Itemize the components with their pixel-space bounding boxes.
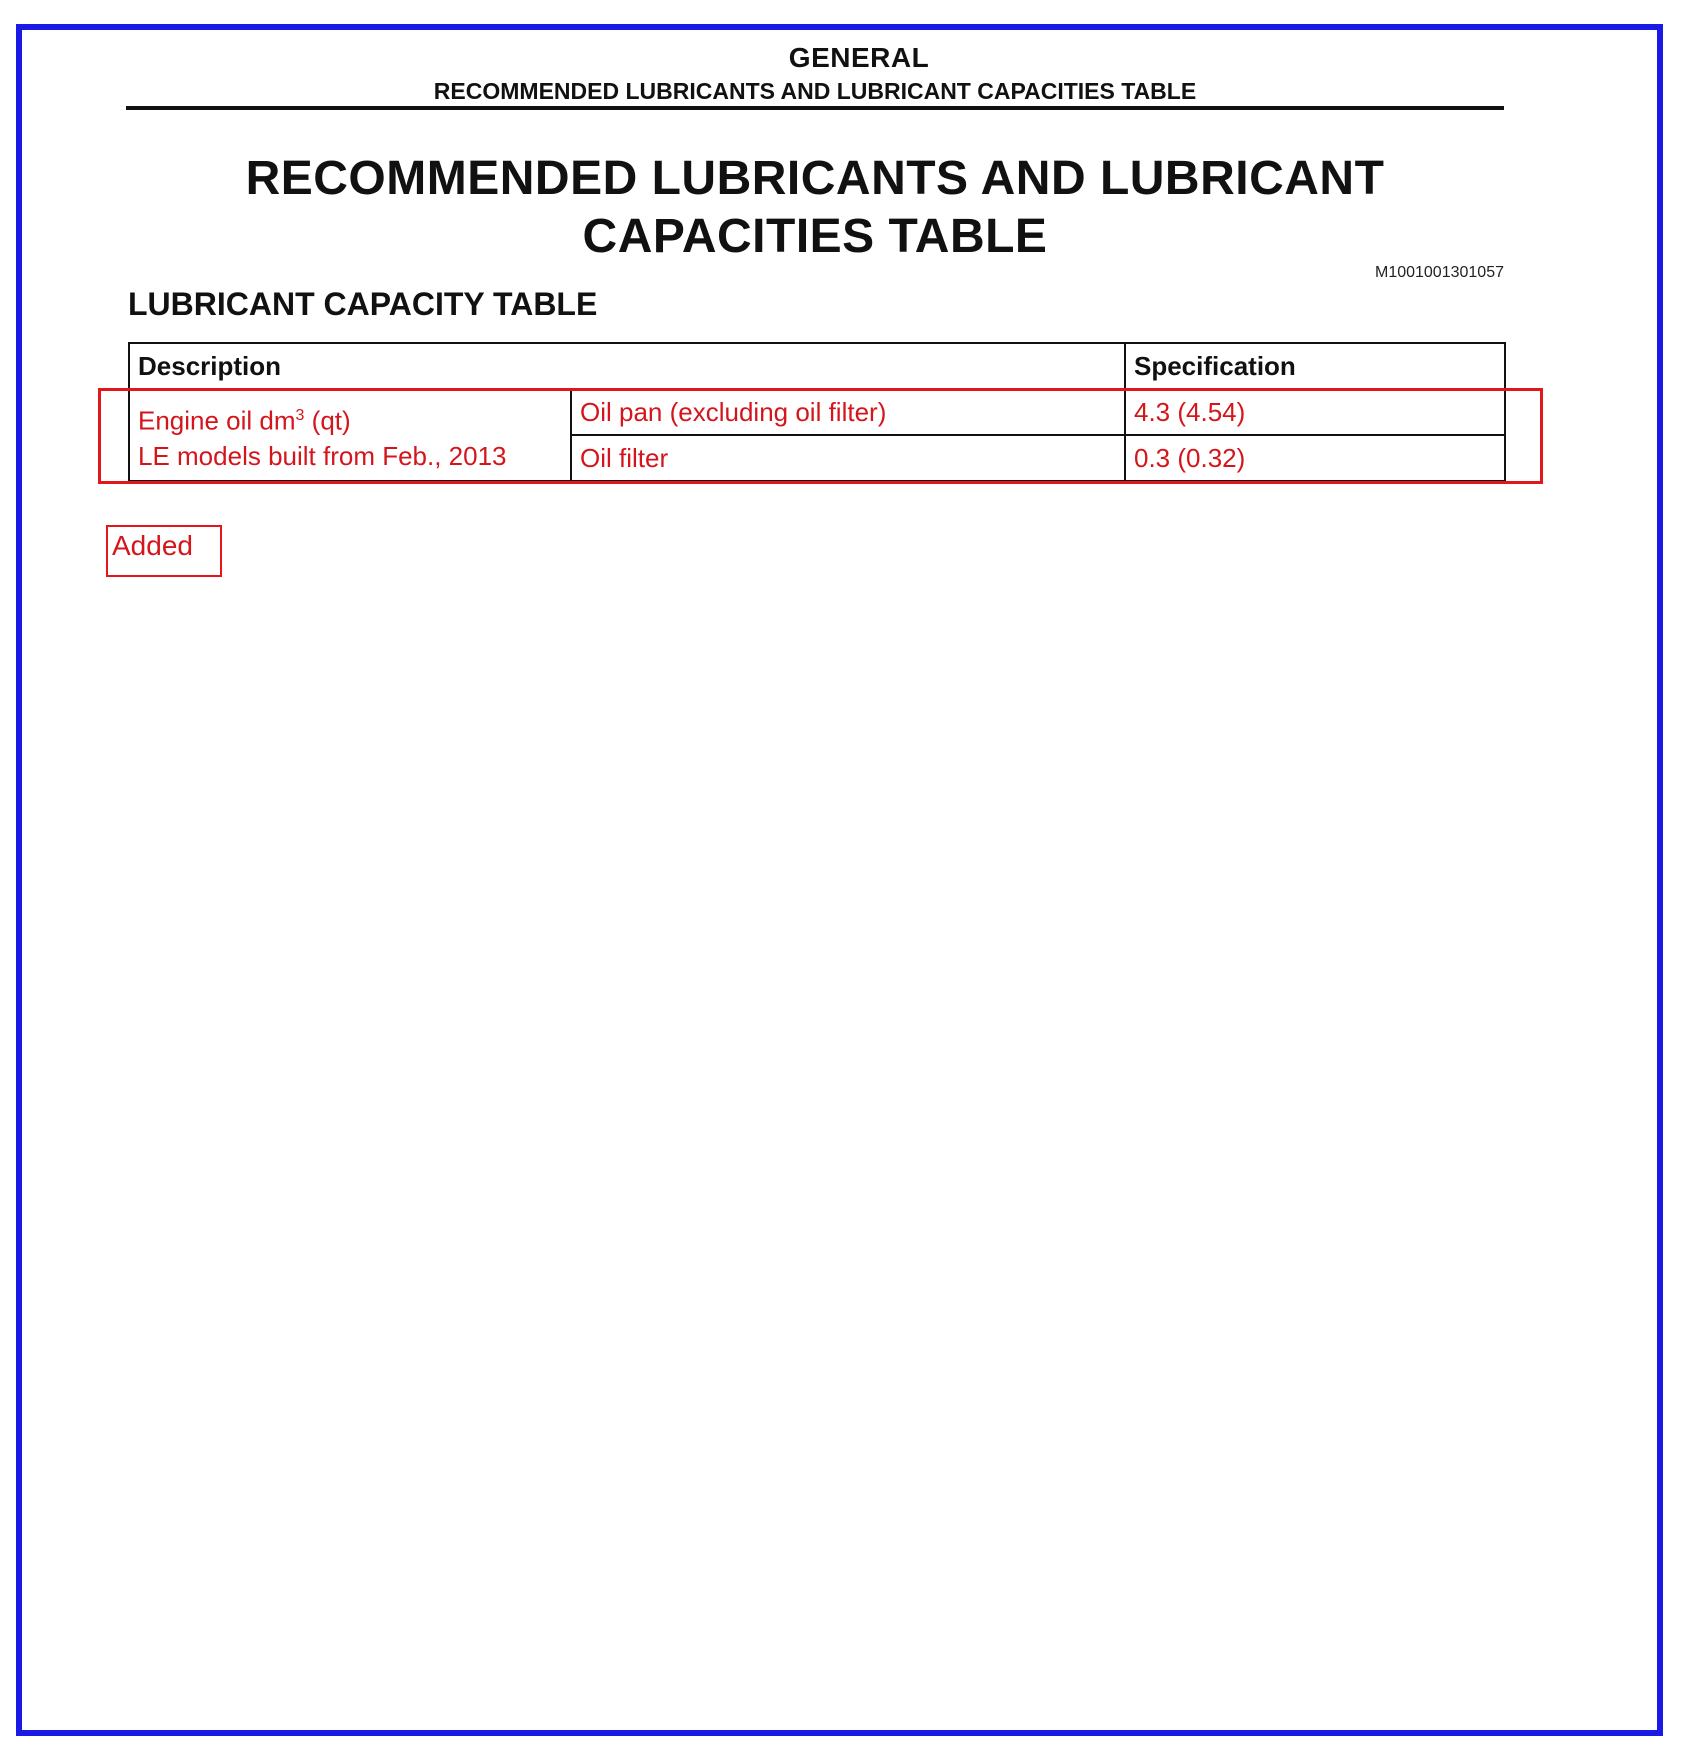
- oil-pan-spec-cell: 4.3 (4.54): [1125, 389, 1505, 435]
- column-header-specification: Specification: [1125, 343, 1505, 389]
- column-header-description: Description: [129, 343, 1125, 389]
- running-header-section: GENERAL: [788, 42, 930, 73]
- added-annotation: Added: [106, 525, 222, 577]
- engine-oil-note: LE models built from Feb., 2013: [138, 441, 507, 472]
- document-id: M1001001301057: [1374, 264, 1504, 281]
- engine-oil-label-suffix: (qt): [304, 405, 351, 436]
- table-header-row: [129, 343, 1505, 389]
- page-title-line-1: RECOMMENDED LUBRICANTS AND LUBRICANT: [245, 152, 1385, 205]
- running-header-subsection: RECOMMENDED LUBRICANTS AND LUBRICANT CAPACITIES TABLE: [433, 78, 1197, 105]
- oil-filter-spec-cell: 0.3 (0.32): [1125, 435, 1505, 481]
- change-highlight-box: [98, 388, 1543, 484]
- running-header: [126, 42, 1504, 105]
- section-title: LUBRICANT CAPACITY TABLE: [128, 286, 598, 322]
- engine-oil-label-superscript: 3: [295, 406, 305, 424]
- engine-oil-label-prefix: Engine oil dm: [138, 405, 296, 436]
- page-title: [126, 150, 1504, 266]
- page-title-line-2: CAPACITIES TABLE: [582, 210, 1048, 263]
- header-divider: [126, 106, 1504, 110]
- oil-pan-part-cell: Oil pan (excluding oil filter): [571, 389, 1125, 435]
- oil-filter-part-cell: Oil filter: [571, 435, 1125, 481]
